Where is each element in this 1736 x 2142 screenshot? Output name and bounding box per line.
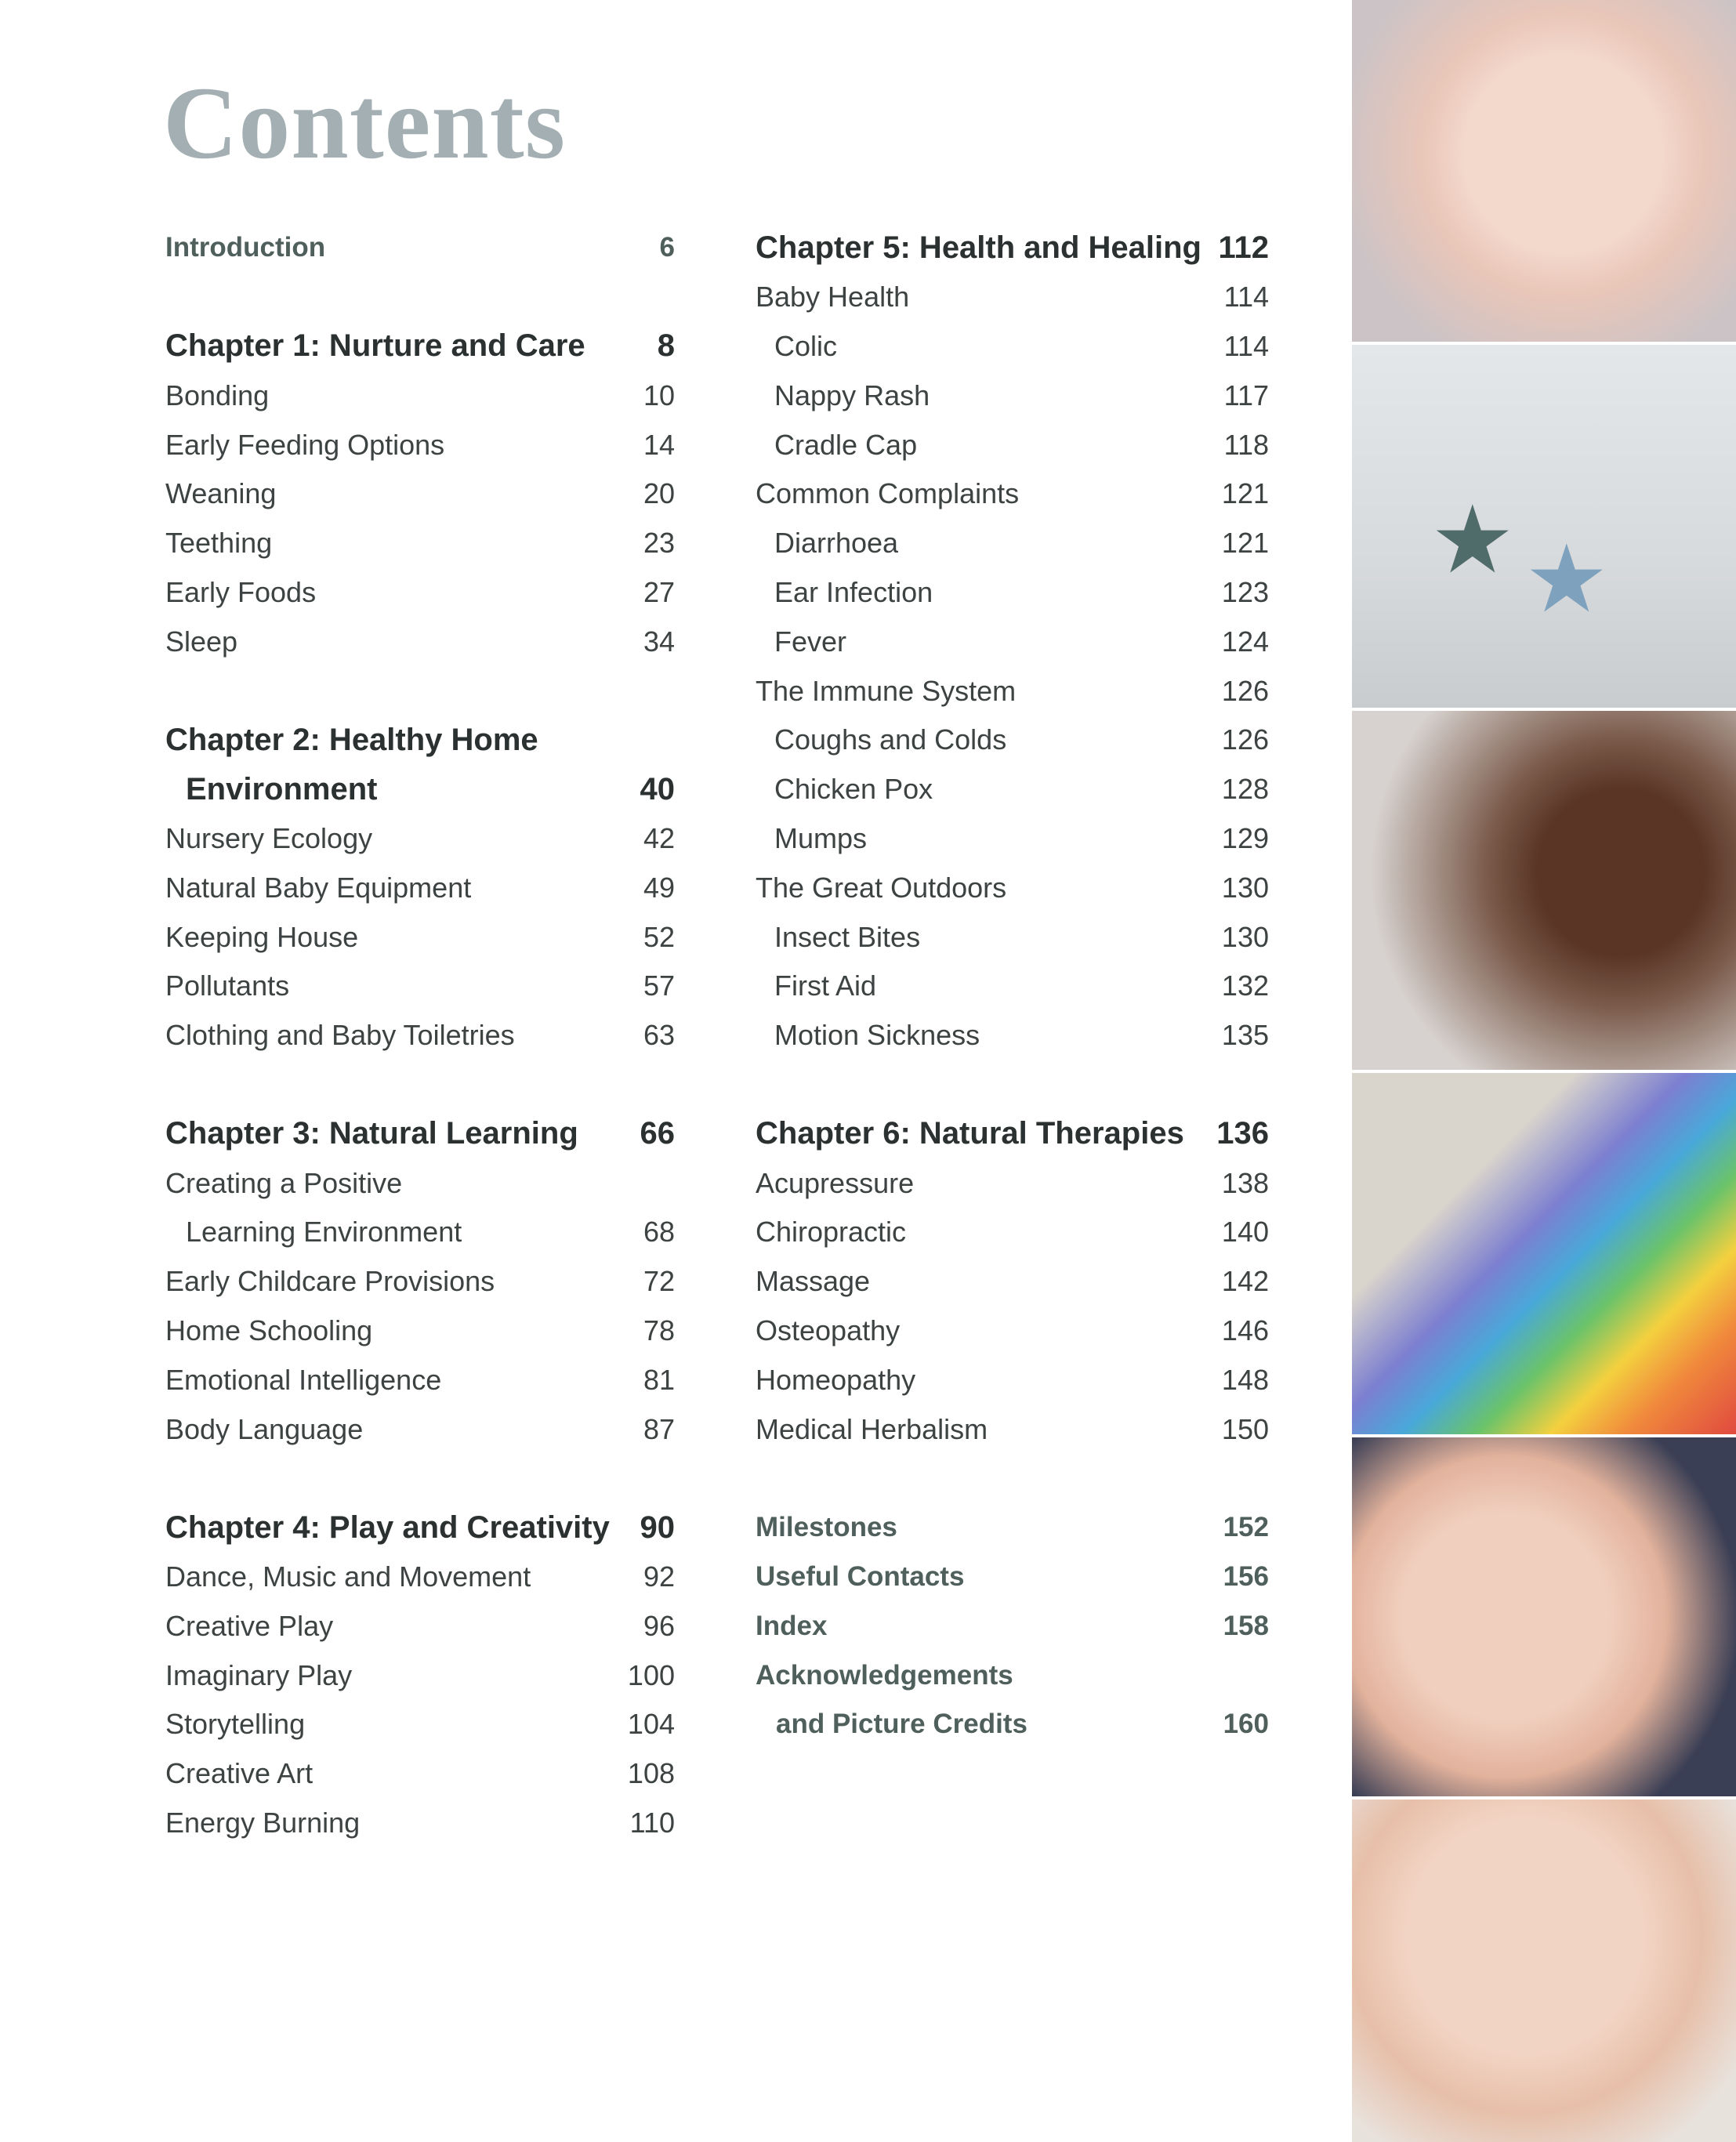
toc-entry-label: Chiropractic <box>756 1216 907 1249</box>
toc-page-number: 68 <box>643 1216 675 1249</box>
toc-page-number: 112 <box>1218 230 1269 265</box>
toc-page-number: 126 <box>1221 723 1269 756</box>
toc-entry[interactable] <box>165 1011 675 1060</box>
toc-entry[interactable] <box>756 1553 1269 1602</box>
toc-entry-label: Energy Burning <box>165 1806 361 1839</box>
toc-entry[interactable] <box>756 1404 1269 1454</box>
toc-page-number: 8 <box>657 328 675 364</box>
toc-entry[interactable] <box>756 1257 1269 1307</box>
toc-page-number: 20 <box>643 477 675 510</box>
toc-page-number: 121 <box>1221 477 1269 510</box>
toc-page-number: 72 <box>643 1265 675 1298</box>
toc-entry[interactable] <box>165 1700 675 1749</box>
toc-entry[interactable] <box>756 273 1269 322</box>
toc-entry-label: Creative Art <box>165 1757 313 1790</box>
toc-entry[interactable] <box>165 1307 675 1356</box>
toc-left-column <box>165 223 675 1847</box>
toc-page-number: 27 <box>643 575 675 608</box>
toc-page-number: 138 <box>1221 1166 1269 1199</box>
toc-entry-label: Cradle Cap <box>774 428 918 461</box>
toc-page-number: 40 <box>640 771 675 806</box>
toc-page-number: 142 <box>1221 1265 1269 1298</box>
toc-chapter-heading[interactable] <box>756 223 1269 273</box>
toc-entry[interactable] <box>756 1651 1269 1700</box>
toc-page-number: 126 <box>1221 674 1269 707</box>
toc-entry-label: and Picture Credits <box>776 1709 1027 1740</box>
toc-entry[interactable] <box>756 1307 1269 1356</box>
toc-page-number: 135 <box>1221 1019 1269 1052</box>
toc-entry[interactable] <box>756 1011 1269 1060</box>
toc-entry-label: Chapter 5: Health and Healing <box>756 230 1201 265</box>
toc-page-number: 14 <box>643 428 675 461</box>
toc-entry[interactable] <box>756 420 1269 469</box>
toc-entry[interactable] <box>756 469 1269 519</box>
toc-page-number: 158 <box>1223 1610 1269 1641</box>
toc-entry-label: Imaginary Play <box>165 1658 353 1691</box>
toc-entry[interactable] <box>756 1601 1269 1651</box>
toc-entry-label: Pollutants <box>165 970 290 1002</box>
toc-entry[interactable] <box>756 716 1269 765</box>
toc-page-number: 156 <box>1223 1560 1269 1592</box>
toc-entry-label: Natural Baby Equipment <box>165 871 472 904</box>
toc-page-number: 136 <box>1216 1116 1269 1151</box>
toc-page-number: 90 <box>640 1510 675 1545</box>
toc-entry-label: Introduction <box>165 232 326 263</box>
toc-entry-label: Diarrhoea <box>774 527 899 560</box>
toc-entry-label: Bonding <box>165 379 270 411</box>
toc-page-number: 42 <box>643 821 675 854</box>
toc-page-number: 57 <box>643 970 675 1002</box>
toc-entry-label: Baby Health <box>756 281 910 314</box>
toc-page-number: 114 <box>1223 281 1269 314</box>
toc-entry-label: Insect Bites <box>774 920 921 953</box>
baby-eating-photo <box>1352 0 1736 342</box>
toc-entry-label: Creating a Positive <box>165 1166 403 1199</box>
toc-chapter-heading[interactable] <box>756 1109 1269 1158</box>
toc-page-number: 104 <box>627 1708 675 1741</box>
toc-entry-label: Motion Sickness <box>774 1019 980 1052</box>
toc-entry-label: Chapter 1: Nurture and Care <box>165 328 585 364</box>
spacer <box>756 1060 1269 1110</box>
toc-entry[interactable] <box>165 814 675 864</box>
toc-entry[interactable] <box>165 1257 675 1307</box>
toc-entry[interactable] <box>165 1799 675 1848</box>
toc-page-number: 52 <box>643 920 675 953</box>
toc-entry[interactable] <box>165 912 675 962</box>
toc-entry-label: Nappy Rash <box>774 379 930 411</box>
toc-entry-label: Chicken Pox <box>774 773 933 806</box>
toc-entry[interactable] <box>756 912 1269 962</box>
spacer <box>756 1454 1269 1503</box>
spacer <box>165 1454 675 1503</box>
toc-entry[interactable] <box>165 420 675 469</box>
toc-entry-label: Chapter 3: Natural Learning <box>165 1116 578 1151</box>
toc-entry-label: Homeopathy <box>756 1363 916 1396</box>
toc-entry[interactable] <box>756 322 1269 371</box>
toc-entry-label: The Great Outdoors <box>756 871 1007 904</box>
toc-page-number: 118 <box>1223 428 1269 461</box>
toc-entry-label: Massage <box>756 1265 871 1298</box>
toc-entry[interactable] <box>756 1503 1269 1553</box>
toc-entry-label: Chapter 6: Natural Therapies <box>756 1116 1184 1151</box>
spacer <box>165 666 675 716</box>
toc-page-number: 92 <box>643 1560 675 1593</box>
toc-entry-label: Mumps <box>774 821 868 854</box>
toc-page-number: 108 <box>627 1757 675 1790</box>
toc-entry[interactable] <box>756 1208 1269 1257</box>
toc-page-number: 78 <box>643 1314 675 1346</box>
toc-entry[interactable] <box>756 666 1269 716</box>
toc-entry[interactable] <box>165 1749 675 1799</box>
baby-massage-photo <box>1352 1799 1736 2142</box>
toc-entry[interactable] <box>165 1208 675 1257</box>
spacer <box>165 1060 675 1110</box>
toc-entry-label: Body Language <box>165 1412 364 1445</box>
toc-entry-label: Acupressure <box>756 1166 915 1199</box>
toc-entry-label: Milestones <box>756 1512 897 1543</box>
toc-page-number: 152 <box>1223 1512 1269 1543</box>
toc-entry-label: Storytelling <box>165 1708 306 1741</box>
smiling-toddler-photo <box>1352 711 1736 1070</box>
toc-entry[interactable] <box>756 765 1269 814</box>
toc-entry[interactable] <box>756 962 1269 1011</box>
toc-entry[interactable] <box>165 568 675 618</box>
toc-entry[interactable] <box>756 617 1269 666</box>
star-mobile-photo <box>1352 345 1736 708</box>
toc-page-number: 160 <box>1223 1709 1269 1740</box>
toc-entry-label: Learning Environment <box>186 1216 462 1249</box>
toc-entry[interactable] <box>165 519 675 568</box>
toc-entry[interactable] <box>756 1355 1269 1404</box>
toc-entry[interactable] <box>165 1601 675 1651</box>
toc-entry-label: Ear Infection <box>774 575 933 608</box>
toc-entry[interactable] <box>756 519 1269 568</box>
photo-strip <box>1352 0 1736 2142</box>
toc-page-number: 6 <box>659 232 675 263</box>
toc-page-number: 146 <box>1221 1314 1269 1346</box>
toc-page-number: 81 <box>643 1363 675 1396</box>
toc-entry-label: First Aid <box>774 970 877 1002</box>
toc-page-number: 96 <box>643 1609 675 1642</box>
toc-entry-label: Dance, Music and Movement <box>165 1560 531 1593</box>
toc-entry[interactable] <box>165 962 675 1011</box>
toc-page-number: 130 <box>1221 920 1269 953</box>
xylophone-photo <box>1352 1073 1736 1434</box>
toc-chapter-heading[interactable] <box>165 1503 675 1553</box>
toc-entry-label: Emotional Intelligence <box>165 1363 442 1396</box>
toc-entry-label: Early Foods <box>165 575 317 608</box>
toc-entry-label: Chapter 4: Play and Creativity <box>165 1510 610 1545</box>
toc-page-number: 34 <box>643 625 675 658</box>
toc-entry-label: Coughs and Colds <box>774 723 1007 756</box>
toc-entry-label: Home Schooling <box>165 1314 373 1346</box>
toc-page-number: 100 <box>627 1658 675 1691</box>
toc-page-number: 128 <box>1221 773 1269 806</box>
toc-entry-label: Osteopathy <box>756 1314 901 1346</box>
toc-page-number: 23 <box>643 527 675 560</box>
toc-page-number: 63 <box>643 1019 675 1052</box>
toc-entry-label: Weaning <box>165 477 277 510</box>
toc-chapter-heading[interactable] <box>165 322 675 371</box>
toc-chapter-heading[interactable] <box>165 765 675 814</box>
toc-entry[interactable] <box>756 814 1269 864</box>
toc-page-number: 114 <box>1223 329 1269 362</box>
toc-entry-label: Early Childcare Provisions <box>165 1265 495 1298</box>
toc-entry[interactable] <box>756 863 1269 912</box>
toc-entry[interactable] <box>165 1158 675 1208</box>
toc-entry[interactable] <box>756 568 1269 618</box>
toc-entry-label: Common Complaints <box>756 477 1020 510</box>
toc-entry-label: Environment <box>186 771 378 806</box>
toc-entry[interactable] <box>165 1553 675 1602</box>
toc-page-number: 140 <box>1221 1216 1269 1249</box>
page-title: Contents <box>163 65 567 180</box>
toc-entry-label: Fever <box>774 625 847 658</box>
toc-chapter-heading[interactable] <box>165 1109 675 1158</box>
toc-entry[interactable] <box>165 469 675 519</box>
toc-entry-label: The Immune System <box>756 674 1017 707</box>
toc-page-number: 123 <box>1221 575 1269 608</box>
toc-entry-label: Medical Herbalism <box>756 1412 988 1445</box>
toc-page-number: 110 <box>629 1806 675 1839</box>
toc-entry[interactable] <box>165 1651 675 1700</box>
toc-page-number: 150 <box>1221 1412 1269 1445</box>
toc-page-number: 117 <box>1223 379 1269 411</box>
toc-page-number: 66 <box>640 1116 675 1151</box>
toc-page-number: 121 <box>1221 527 1269 560</box>
toc-page-number: 87 <box>643 1412 675 1445</box>
toc-page-number: 132 <box>1221 970 1269 1002</box>
spacer <box>165 273 675 322</box>
toc-entry[interactable] <box>756 1158 1269 1208</box>
toc-entry-label: Colic <box>774 329 838 362</box>
toc-entry-label: Keeping House <box>165 920 359 953</box>
toc-entry[interactable] <box>165 863 675 912</box>
toc-page-number: 130 <box>1221 871 1269 904</box>
toc-entry[interactable] <box>165 617 675 666</box>
toc-chapter-heading[interactable] <box>165 716 675 765</box>
toc-entry-label: Acknowledgements <box>756 1659 1013 1691</box>
toc-entry-label: Index <box>756 1610 828 1641</box>
toc-page-number: 129 <box>1221 821 1269 854</box>
toc-entry-label: Chapter 2: Healthy Home <box>165 722 538 757</box>
toc-entry[interactable] <box>756 1700 1269 1749</box>
toc-entry[interactable] <box>165 223 675 273</box>
toc-entry-label: Teething <box>165 527 273 560</box>
toc-page-number: 49 <box>643 871 675 904</box>
toc-entry-label: Creative Play <box>165 1609 334 1642</box>
toc-entry-label: Nursery Ecology <box>165 821 373 854</box>
toc-entry-label: Useful Contacts <box>756 1560 965 1592</box>
star-icon: ★ <box>1430 487 1515 593</box>
toc-entry-label: Clothing and Baby Toiletries <box>165 1019 515 1052</box>
toc-entry-label: Sleep <box>165 625 238 658</box>
toc-page-number: 148 <box>1221 1363 1269 1396</box>
toc-entry-label: Early Feeding Options <box>165 428 445 461</box>
toc-right-column <box>756 223 1269 1749</box>
toc-page-number: 124 <box>1221 625 1269 658</box>
toc-entry[interactable] <box>165 371 675 420</box>
toc-entry[interactable] <box>165 1404 675 1454</box>
toc-entry[interactable] <box>165 1355 675 1404</box>
star-icon: ★ <box>1524 527 1609 632</box>
baby-face-touch-photo <box>1352 1437 1736 1796</box>
toc-entry[interactable] <box>756 371 1269 420</box>
toc-page-number: 10 <box>643 379 675 411</box>
